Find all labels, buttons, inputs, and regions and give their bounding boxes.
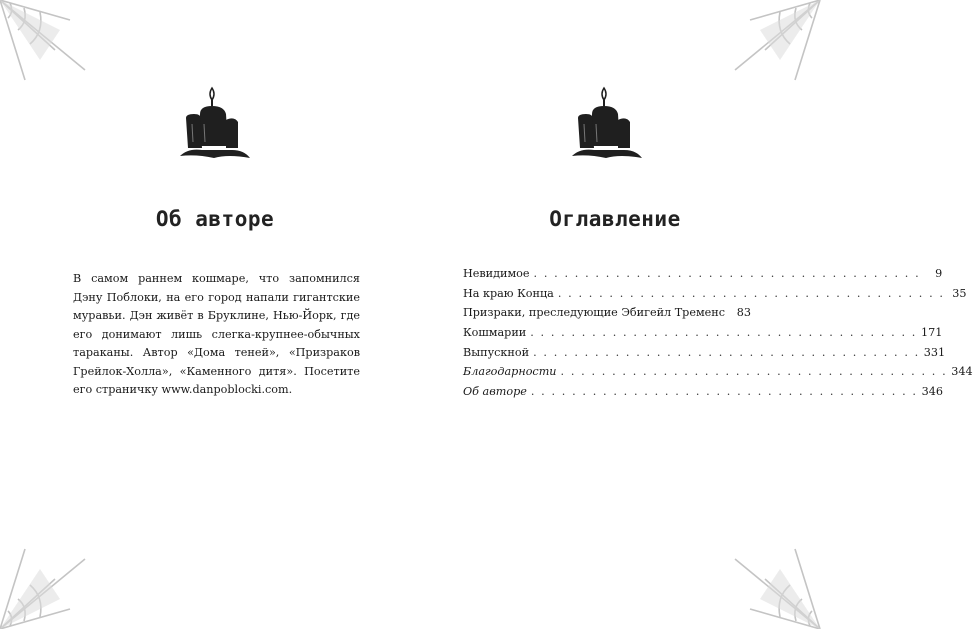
bio-text: В самом раннем кошмаре, что запомнился Дэну Поблоки, на его город напали гигантские муравьи. Дэн живёт в Бруклине, Нью-Йорк, где его донимают лишь слегка-крупнее-обычных тараканы. Автор «Дома теней», «Призраков Грейлок-Холла», «Каменного дитя». Посетите его страничку www.danpoblocki.com. bbox=[73, 272, 360, 396]
toc-leader-dots: . . . . . . . . . . . . . . . . . . . . . . . . . . . . . . . . . . . . . . bbox=[530, 385, 918, 399]
toc-entry[interactable] bbox=[463, 286, 967, 307]
about-author-page bbox=[0, 0, 410, 629]
toc-entry-page: 331 bbox=[923, 345, 946, 359]
toc-entry-page: 83 bbox=[736, 306, 751, 320]
candle-icon bbox=[570, 84, 642, 160]
toc-leader-dots: . . . . . . . . . . . . . . . . . . . . . . . . . . . . . . . . . . . . . . bbox=[557, 286, 945, 300]
toc-entry-page: 35 bbox=[952, 286, 967, 300]
toc-entry-title: Невидимое bbox=[463, 267, 530, 280]
toc-entry-title: На краю Конца bbox=[463, 286, 554, 300]
toc-entry-title: Кошмарии bbox=[463, 326, 527, 340]
author-bio bbox=[73, 270, 360, 400]
toc-leader-dots: . . . . . . . . . . . . . . . . . . . . . . . . . . . . . . . . . . . . . . bbox=[533, 345, 920, 359]
contents-page bbox=[410, 0, 973, 629]
candle-ornament bbox=[570, 84, 642, 160]
page-title: Об авторе bbox=[155, 207, 275, 232]
candle-icon bbox=[178, 84, 250, 160]
toc-entry[interactable] bbox=[463, 306, 749, 326]
toc-entry[interactable] bbox=[463, 267, 943, 287]
toc-leader-dots: . . . . . . . . . . . . . . . . . . . . . . . . . . . . . . . . . . . . . . bbox=[533, 267, 921, 280]
toc-entry[interactable] bbox=[463, 365, 973, 385]
toc-entry[interactable] bbox=[463, 385, 943, 405]
toc-entry-title: Об авторе bbox=[463, 385, 527, 399]
toc-entry-title: Выпускной bbox=[463, 345, 530, 359]
toc-entry[interactable] bbox=[463, 345, 946, 366]
toc-leader-dots: . . . . . . . . . . . . . . . . . . . . . . . . . . . . . . . . . . . . . . bbox=[530, 326, 917, 340]
toc-entry[interactable] bbox=[463, 326, 943, 346]
toc-entry-page: 171 bbox=[920, 326, 943, 340]
toc-entry-title: Призраки, преследующие Эбигейл Тременс bbox=[463, 306, 725, 320]
page-title: Оглавление bbox=[549, 207, 681, 232]
toc-entry-title: Благодарности bbox=[463, 365, 557, 379]
toc-entry-page: 9 bbox=[935, 267, 943, 280]
toc-leader-dots: . . . . . . . . . . . . . . . . . . . . . . . . . . . . . . . . . . . . . . bbox=[560, 365, 948, 379]
table-of-contents bbox=[463, 267, 973, 405]
toc-entry-page: 344 bbox=[951, 365, 973, 379]
candle-ornament bbox=[178, 84, 250, 160]
toc-entry-page: 346 bbox=[921, 385, 943, 399]
